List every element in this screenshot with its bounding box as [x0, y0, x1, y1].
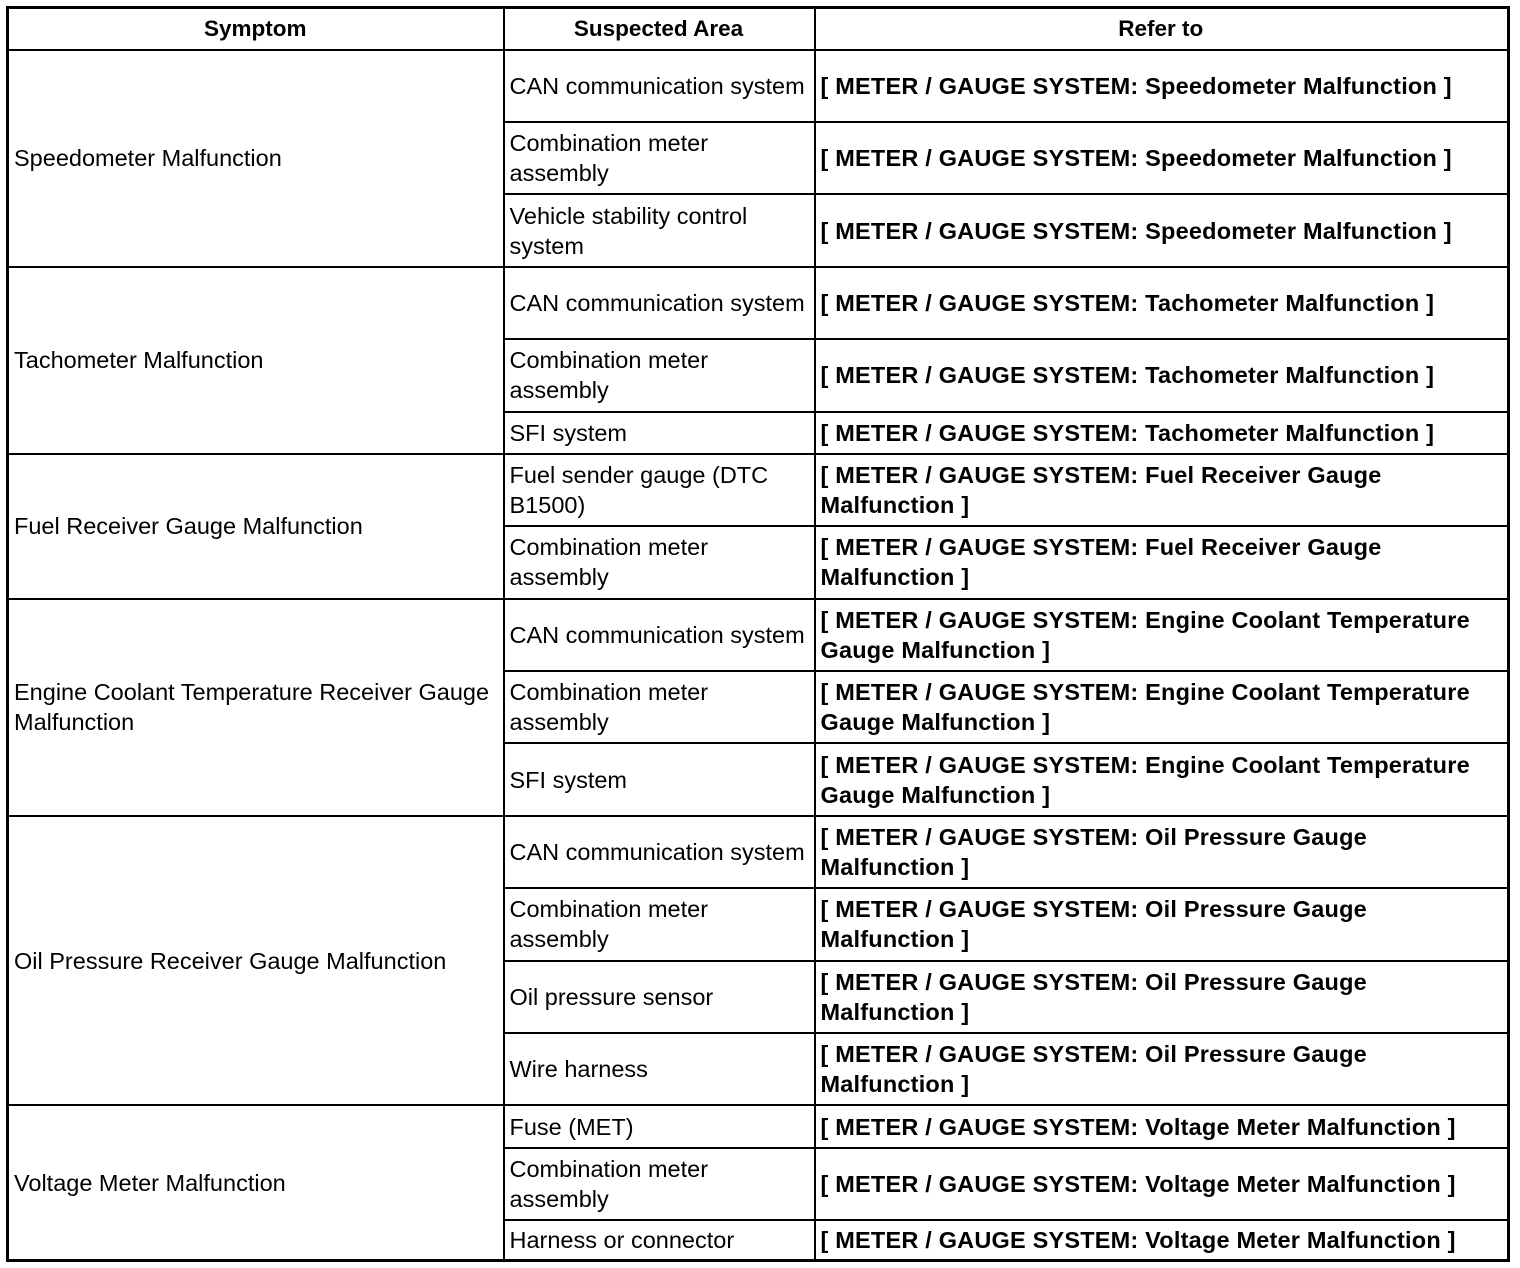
refer-to-cell: [ METER / GAUGE SYSTEM: Oil Pressure Gauge Malfunction ] [815, 816, 1509, 888]
refer-to-cell: [ METER / GAUGE SYSTEM: Tachometer Malfunction ] [815, 412, 1509, 454]
suspected-area-cell: Combination meter assembly [504, 1148, 815, 1220]
refer-to-cell: [ METER / GAUGE SYSTEM: Voltage Meter Malfunction ] [815, 1220, 1509, 1260]
suspected-area-cell: Combination meter assembly [504, 671, 815, 743]
suspected-area-cell: Combination meter assembly [504, 526, 815, 598]
table-row [8, 599, 1509, 671]
symptom-cell: Fuel Receiver Gauge Malfunction [8, 454, 504, 599]
suspected-area-cell: Combination meter assembly [504, 888, 815, 960]
suspected-area-cell: SFI system [504, 743, 815, 815]
suspected-area-cell: Fuse (MET) [504, 1105, 815, 1147]
table-row [8, 1105, 1509, 1147]
refer-to-cell: [ METER / GAUGE SYSTEM: Speedometer Malfunction ] [815, 50, 1509, 122]
header-refer-to: Refer to [815, 8, 1509, 50]
suspected-area-cell: CAN communication system [504, 816, 815, 888]
suspected-area-cell: Fuel sender gauge (DTC B1500) [504, 454, 815, 526]
suspected-area-cell: Oil pressure sensor [504, 961, 815, 1033]
table-row [8, 454, 1509, 526]
refer-to-cell: [ METER / GAUGE SYSTEM: Engine Coolant Temperature Gauge Malfunction ] [815, 743, 1509, 815]
refer-to-cell: [ METER / GAUGE SYSTEM: Oil Pressure Gauge Malfunction ] [815, 961, 1509, 1033]
suspected-area-cell: Vehicle stability control system [504, 194, 815, 266]
suspected-area-cell: CAN communication system [504, 599, 815, 671]
refer-to-cell: [ METER / GAUGE SYSTEM: Engine Coolant Temperature Gauge Malfunction ] [815, 599, 1509, 671]
table-row [8, 816, 1509, 888]
table-row [8, 50, 1509, 122]
refer-to-cell: [ METER / GAUGE SYSTEM: Speedometer Malfunction ] [815, 122, 1509, 194]
suspected-area-cell: CAN communication system [504, 50, 815, 122]
refer-to-cell: [ METER / GAUGE SYSTEM: Tachometer Malfunction ] [815, 339, 1509, 411]
header-row [8, 8, 1509, 50]
refer-to-cell: [ METER / GAUGE SYSTEM: Oil Pressure Gauge Malfunction ] [815, 1033, 1509, 1105]
suspected-area-cell: SFI system [504, 412, 815, 454]
refer-to-cell: [ METER / GAUGE SYSTEM: Tachometer Malfunction ] [815, 267, 1509, 339]
symptom-cell: Tachometer Malfunction [8, 267, 504, 454]
header-symptom: Symptom [8, 8, 504, 50]
symptom-cell: Engine Coolant Temperature Receiver Gauge Malfunction [8, 599, 504, 816]
refer-to-cell: [ METER / GAUGE SYSTEM: Oil Pressure Gauge Malfunction ] [815, 888, 1509, 960]
symptom-cell: Speedometer Malfunction [8, 50, 504, 267]
suspected-area-cell: Combination meter assembly [504, 339, 815, 411]
refer-to-cell: [ METER / GAUGE SYSTEM: Voltage Meter Malfunction ] [815, 1148, 1509, 1220]
refer-to-cell: [ METER / GAUGE SYSTEM: Fuel Receiver Gauge Malfunction ] [815, 454, 1509, 526]
refer-to-cell: [ METER / GAUGE SYSTEM: Speedometer Malfunction ] [815, 194, 1509, 266]
header-suspected-area: Suspected Area [504, 8, 815, 50]
troubleshooting-table [6, 6, 1510, 1262]
suspected-area-cell: Wire harness [504, 1033, 815, 1105]
refer-to-cell: [ METER / GAUGE SYSTEM: Fuel Receiver Gauge Malfunction ] [815, 526, 1509, 598]
refer-to-cell: [ METER / GAUGE SYSTEM: Voltage Meter Malfunction ] [815, 1105, 1509, 1147]
refer-to-cell: [ METER / GAUGE SYSTEM: Engine Coolant Temperature Gauge Malfunction ] [815, 671, 1509, 743]
table-row [8, 267, 1509, 339]
symptom-cell: Voltage Meter Malfunction [8, 1105, 504, 1260]
suspected-area-cell: Harness or connector [504, 1220, 815, 1260]
symptom-cell: Oil Pressure Receiver Gauge Malfunction [8, 816, 504, 1106]
suspected-area-cell: Combination meter assembly [504, 122, 815, 194]
suspected-area-cell: CAN communication system [504, 267, 815, 339]
